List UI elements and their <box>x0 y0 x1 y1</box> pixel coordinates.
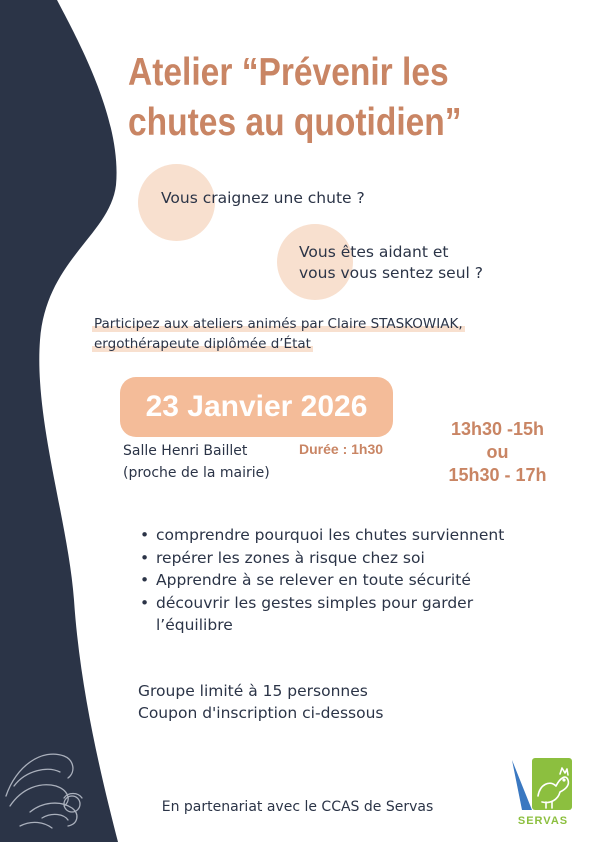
invite-line-1 <box>92 314 465 334</box>
page-title <box>128 48 524 148</box>
duration-label: Durée : 1h30 <box>299 441 384 457</box>
partnership-footer: En partenariat avec le CCAS de Servas <box>161 799 434 815</box>
question-2-line-2: vous vous sentez seul ? <box>299 264 483 282</box>
servas-logo <box>510 756 576 830</box>
objective-item: • Apprendre à se relever en toute sécurité <box>138 569 504 592</box>
invite-line-2-text: ergothérapeute diplômée d’État <box>94 336 311 352</box>
group-limit-text: Groupe limité à 15 personnes <box>138 682 368 700</box>
time-slots <box>440 418 555 487</box>
registration-coupon-text: Coupon d'inscription ci-dessous <box>138 704 384 722</box>
logo-text: SERVAS <box>517 815 569 827</box>
objectives-list <box>138 524 504 614</box>
place-line-1: Salle Henri Baillet <box>123 443 248 459</box>
time-slot-or: ou <box>486 442 509 462</box>
invite-line-1-text: Participez aux ateliers animés par Claire STASKOWIAK, <box>94 316 463 332</box>
place-line-2: (proche de la mairie) <box>123 465 270 481</box>
objective-item-continuation: l’équilibre <box>156 616 233 634</box>
time-slot-2: 15h30 - 17h <box>448 465 547 485</box>
title-line-1: Atelier “Prévenir les <box>128 51 449 94</box>
invite-line-2 <box>92 334 313 354</box>
time-slot-1: 13h30 -15h <box>450 419 545 439</box>
title-line-2: chutes au quotidien” <box>128 101 462 144</box>
event-date: 23 Janvier 2026 <box>145 390 368 423</box>
question-1-text: Vous craignez une chute ? <box>161 189 365 207</box>
objective-item: • découvrir les gestes simples pour garder <box>138 592 504 615</box>
objective-item: • repérer les zones à risque chez soi <box>138 547 504 570</box>
objective-item: • comprendre pourquoi les chutes surviennent <box>138 524 504 547</box>
question-2-line-1: Vous êtes aidant et <box>299 243 449 261</box>
